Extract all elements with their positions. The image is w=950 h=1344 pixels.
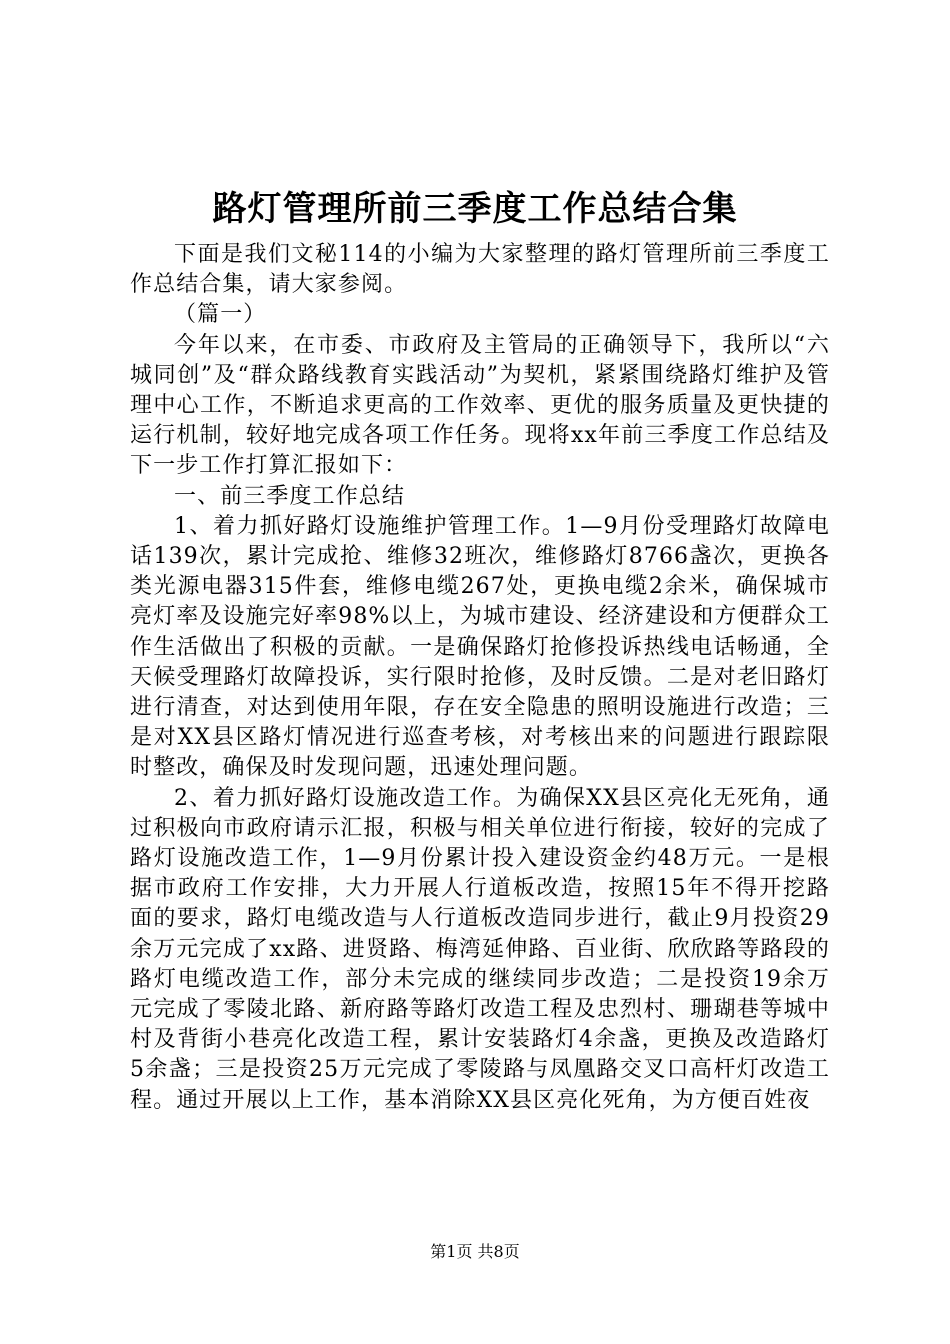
- document-title: 路灯管理所前三季度工作总结合集: [212, 189, 738, 229]
- overview-paragraph: 今年以来，在市委、市政府及主管局的正确领导下，我所以“六城同创”及“群众路线教育实践活动”为契机，紧紧围绕路灯维护及管理中心工作，不断追求更高的工作效率、更优的服务质量及更快捷的运行机制，较好地完成各项工作任务。现将xx年前三季度工作总结及下一步工作打算汇报如下：: [130, 332, 830, 479]
- renovation-paragraph: 2、着力抓好路灯设施改造工作。为确保XX县区亮化无死角，通过积极向市政府请示汇报，积极与相关单位进行衔接，较好的完成了路灯设施改造工作，1—9月份累计投入建设资金约48万元。一是根据市政府工作安排，大力开展人行道板改造，按照15年不得开挖路面的要求，路灯电缆改造与人行道板改造同步进行，截止9月投资29余万元完成了xx路、进贤路、梅湾延伸路、百业街、欣欣路等路段的路灯电缆改造工作，部分未完成的继续同步改造；二是投资19余万元完成了零陵北路、新府路等路灯改造工程及忠烈村、珊瑚巷等城中村及背街小巷亮化改造工程，累计安装路灯4余盏，更换及改造路灯5余盏；三是投资25万元完成了零陵路与凤凰路交叉口高杆灯改造工程。通过开展以上工作，基本消除XX县区亮化死角，为方便百姓夜: [130, 785, 830, 1113]
- maintenance-paragraph: 1、着力抓好路灯设施维护管理工作。1—9月份受理路灯故障电话139次，累计完成抢、维修32班次，维修路灯8766盏次，更换各类光源电器315件套，维修电缆267处，更换电缆2余米，确保城市亮灯率及设施完好率98%以上，为城市建设、经济建设和方便群众工作生活做出了积极的贡献。一是确保路灯抢修投诉热线电话畅通，全天候受理路灯故障投诉，实行限时抢修，及时反馈。二是对老旧路灯进行清查，对达到使用年限，存在安全隐患的照明设施进行改造；三是对XX县区路灯情况进行巡查考核，对考核出来的问题进行跟踪限时整改，确保及时发现问题，迅速处理问题。: [130, 513, 830, 781]
- intro-paragraph: 下面是我们文秘114的小编为大家整理的路灯管理所前三季度工作总结合集，请大家参阅。: [130, 242, 830, 298]
- page-number: 第1页 共8页: [430, 1242, 520, 1261]
- document-body: [130, 240, 830, 1116]
- section-heading: 一、前三季度工作总结: [174, 483, 406, 509]
- section-label: （篇一）: [174, 302, 267, 328]
